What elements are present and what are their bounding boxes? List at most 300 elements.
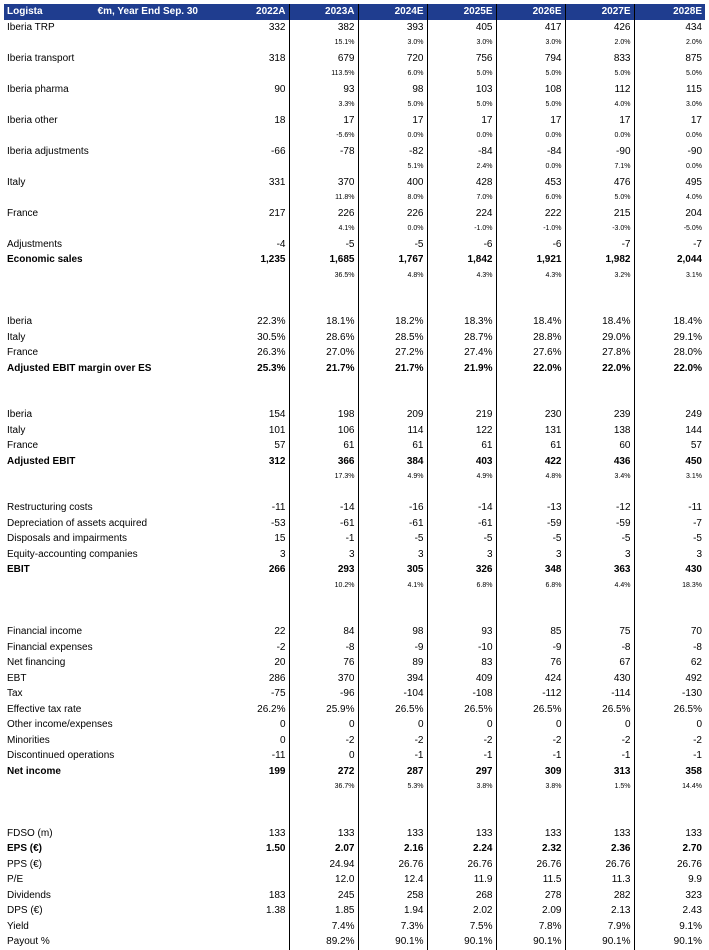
- row-label-empty: [4, 594, 219, 610]
- row-label: Iberia transport: [4, 51, 219, 67]
- row-label-empty: [4, 191, 219, 207]
- value-cell: -6: [427, 237, 496, 253]
- growth-cell: 7.0%: [427, 191, 496, 207]
- value-cell: 85: [496, 625, 565, 641]
- growth-row: [4, 191, 705, 207]
- table-row: [4, 346, 705, 362]
- value-cell: 133: [219, 826, 289, 842]
- value-cell: 76: [496, 656, 565, 672]
- value-cell: -53: [219, 516, 289, 532]
- value-cell: 833: [565, 51, 634, 67]
- value-cell: 18.3%: [427, 315, 496, 331]
- table-row: [4, 919, 705, 935]
- value-cell: 1,842: [427, 253, 496, 269]
- row-label: PPS (€): [4, 857, 219, 873]
- value-cell: -84: [427, 144, 496, 160]
- value-cell: 18.4%: [496, 315, 565, 331]
- value-cell: 183: [219, 888, 289, 904]
- table-row: [4, 175, 705, 191]
- empty-cell: [358, 377, 427, 393]
- growth-cell: 5.0%: [634, 67, 705, 83]
- table-row: [4, 439, 705, 455]
- value-cell: 12.4: [358, 873, 427, 889]
- value-cell: -130: [634, 687, 705, 703]
- value-cell: -8: [565, 640, 634, 656]
- value-cell: 249: [634, 408, 705, 424]
- table-row: [4, 656, 705, 672]
- value-cell: 67: [565, 656, 634, 672]
- value-cell: 326: [427, 563, 496, 579]
- empty-cell: [496, 299, 565, 315]
- row-label: Iberia pharma: [4, 82, 219, 98]
- value-cell: 2.13: [565, 904, 634, 920]
- table-row: [4, 640, 705, 656]
- value-cell: 434: [634, 20, 705, 36]
- value-cell: 400: [358, 175, 427, 191]
- growth-cell: 0.0%: [496, 129, 565, 145]
- growth-cell: 18.3%: [634, 578, 705, 594]
- row-label: France: [4, 206, 219, 222]
- value-cell: 492: [634, 671, 705, 687]
- empty-cell: [565, 609, 634, 625]
- table-row: [4, 113, 705, 129]
- row-label: Italy: [4, 175, 219, 191]
- row-label-empty: [4, 795, 219, 811]
- value-cell: 286: [219, 671, 289, 687]
- value-cell: 70: [634, 625, 705, 641]
- growth-cell: 3.0%: [634, 98, 705, 114]
- table-row: [4, 826, 705, 842]
- row-label: Economic sales: [4, 253, 219, 269]
- value-cell: 1.50: [219, 842, 289, 858]
- growth-cell: [219, 470, 289, 486]
- growth-cell: [219, 98, 289, 114]
- value-cell: -90: [634, 144, 705, 160]
- value-cell: 3: [219, 547, 289, 563]
- row-label: Payout %: [4, 935, 219, 950]
- empty-cell: [634, 795, 705, 811]
- value-cell: -16: [358, 501, 427, 517]
- empty-cell: [219, 811, 289, 827]
- value-cell: 18.1%: [289, 315, 358, 331]
- value-cell: 2.09: [496, 904, 565, 920]
- value-cell: 133: [634, 826, 705, 842]
- value-cell: 11.9: [427, 873, 496, 889]
- growth-cell: 1.5%: [565, 780, 634, 796]
- value-cell: 9.1%: [634, 919, 705, 935]
- value-cell: -84: [496, 144, 565, 160]
- empty-cell: [219, 377, 289, 393]
- spacer-row: [4, 609, 705, 625]
- growth-cell: 6.0%: [358, 67, 427, 83]
- growth-cell: 5.0%: [565, 191, 634, 207]
- value-cell: -10: [427, 640, 496, 656]
- value-cell: 90.1%: [358, 935, 427, 950]
- value-cell: 131: [496, 423, 565, 439]
- value-cell: -11: [219, 501, 289, 517]
- value-cell: 62: [634, 656, 705, 672]
- growth-cell: [219, 191, 289, 207]
- value-cell: 27.2%: [358, 346, 427, 362]
- growth-cell: -1.0%: [496, 222, 565, 238]
- growth-cell: 5.0%: [358, 98, 427, 114]
- value-cell: 18: [219, 113, 289, 129]
- value-cell: -112: [496, 687, 565, 703]
- value-cell: -2: [427, 733, 496, 749]
- value-cell: 26.76: [496, 857, 565, 873]
- growth-cell: 4.9%: [427, 470, 496, 486]
- value-cell: 268: [427, 888, 496, 904]
- row-label: Italy: [4, 330, 219, 346]
- value-cell: -9: [358, 640, 427, 656]
- value-cell: 75: [565, 625, 634, 641]
- empty-cell: [634, 377, 705, 393]
- empty-cell: [289, 284, 358, 300]
- growth-cell: [219, 129, 289, 145]
- value-cell: 22.0%: [496, 361, 565, 377]
- value-cell: 89.2%: [289, 935, 358, 950]
- value-cell: 2.02: [427, 904, 496, 920]
- value-cell: 358: [634, 764, 705, 780]
- value-cell: -2: [634, 733, 705, 749]
- value-cell: 875: [634, 51, 705, 67]
- empty-cell: [634, 485, 705, 501]
- growth-cell: 2.0%: [634, 36, 705, 52]
- value-cell: 27.0%: [289, 346, 358, 362]
- empty-cell: [427, 795, 496, 811]
- value-cell: 114: [358, 423, 427, 439]
- value-cell: -5: [427, 532, 496, 548]
- empty-cell: [427, 594, 496, 610]
- growth-cell: 0.0%: [496, 160, 565, 176]
- value-cell: -6: [496, 237, 565, 253]
- empty-cell: [427, 485, 496, 501]
- empty-cell: [427, 392, 496, 408]
- growth-row: [4, 268, 705, 284]
- value-cell: -12: [565, 501, 634, 517]
- value-cell: 106: [289, 423, 358, 439]
- value-cell: 76: [289, 656, 358, 672]
- row-label-empty: [4, 284, 219, 300]
- value-cell: 348: [496, 563, 565, 579]
- growth-cell: 6.0%: [496, 191, 565, 207]
- value-cell: 3: [565, 547, 634, 563]
- empty-cell: [289, 485, 358, 501]
- spacer-row: [4, 392, 705, 408]
- value-cell: 0: [427, 718, 496, 734]
- value-cell: 93: [427, 625, 496, 641]
- growth-cell: 3.0%: [358, 36, 427, 52]
- growth-cell: 3.8%: [496, 780, 565, 796]
- growth-row: [4, 160, 705, 176]
- empty-cell: [565, 284, 634, 300]
- year-header: 2027E: [565, 4, 634, 20]
- empty-cell: [427, 609, 496, 625]
- value-cell: -2: [358, 733, 427, 749]
- growth-cell: 4.3%: [427, 268, 496, 284]
- value-cell: 25.3%: [219, 361, 289, 377]
- value-cell: -2: [565, 733, 634, 749]
- table-row: [4, 702, 705, 718]
- row-label-empty: [4, 470, 219, 486]
- value-cell: 756: [427, 51, 496, 67]
- empty-cell: [219, 609, 289, 625]
- value-cell: 18.2%: [358, 315, 427, 331]
- value-cell: 428: [427, 175, 496, 191]
- value-cell: 61: [427, 439, 496, 455]
- value-cell: 28.6%: [289, 330, 358, 346]
- value-cell: 18.4%: [565, 315, 634, 331]
- row-label-empty: [4, 299, 219, 315]
- value-cell: 103: [427, 82, 496, 98]
- growth-row: [4, 780, 705, 796]
- growth-cell: 5.0%: [427, 67, 496, 83]
- table-title: Logista: [7, 6, 43, 17]
- table-row: [4, 516, 705, 532]
- value-cell: -7: [634, 516, 705, 532]
- growth-row: [4, 98, 705, 114]
- value-cell: 9.9: [634, 873, 705, 889]
- value-cell: 22.0%: [634, 361, 705, 377]
- growth-cell: -5.0%: [634, 222, 705, 238]
- growth-cell: 4.0%: [565, 98, 634, 114]
- value-cell: 133: [427, 826, 496, 842]
- value-cell: 436: [565, 454, 634, 470]
- empty-cell: [219, 594, 289, 610]
- value-cell: 29.0%: [565, 330, 634, 346]
- table-row: [4, 20, 705, 36]
- empty-cell: [219, 392, 289, 408]
- value-cell: 422: [496, 454, 565, 470]
- value-cell: 61: [358, 439, 427, 455]
- growth-cell: 6.8%: [496, 578, 565, 594]
- value-cell: [219, 873, 289, 889]
- value-cell: 405: [427, 20, 496, 36]
- value-cell: -108: [427, 687, 496, 703]
- row-label: Adjustments: [4, 237, 219, 253]
- value-cell: -11: [219, 749, 289, 765]
- growth-cell: 3.8%: [427, 780, 496, 796]
- value-cell: 297: [427, 764, 496, 780]
- value-cell: -5: [634, 532, 705, 548]
- value-cell: 90.1%: [427, 935, 496, 950]
- year-header: 2026E: [496, 4, 565, 20]
- row-label: Adjusted EBIT: [4, 454, 219, 470]
- value-cell: 245: [289, 888, 358, 904]
- empty-cell: [358, 811, 427, 827]
- growth-cell: 0.0%: [565, 129, 634, 145]
- value-cell: 393: [358, 20, 427, 36]
- value-cell: 2.24: [427, 842, 496, 858]
- value-cell: 26.2%: [219, 702, 289, 718]
- value-cell: 26.76: [565, 857, 634, 873]
- value-cell: 98: [358, 625, 427, 641]
- value-cell: 219: [427, 408, 496, 424]
- value-cell: -5: [358, 237, 427, 253]
- empty-cell: [358, 284, 427, 300]
- growth-cell: -3.0%: [565, 222, 634, 238]
- empty-cell: [427, 377, 496, 393]
- value-cell: 209: [358, 408, 427, 424]
- empty-cell: [219, 795, 289, 811]
- value-cell: 370: [289, 671, 358, 687]
- value-cell: 3: [634, 547, 705, 563]
- value-cell: 2.16: [358, 842, 427, 858]
- value-cell: 239: [565, 408, 634, 424]
- value-cell: 2,044: [634, 253, 705, 269]
- empty-cell: [565, 594, 634, 610]
- row-label-empty: [4, 98, 219, 114]
- value-cell: 98: [358, 82, 427, 98]
- value-cell: 426: [565, 20, 634, 36]
- growth-cell: 15.1%: [289, 36, 358, 52]
- value-cell: 1,921: [496, 253, 565, 269]
- row-label: Net financing: [4, 656, 219, 672]
- growth-cell: 2.0%: [565, 36, 634, 52]
- value-cell: 258: [358, 888, 427, 904]
- value-cell: 133: [289, 826, 358, 842]
- value-cell: 0: [496, 718, 565, 734]
- value-cell: 29.1%: [634, 330, 705, 346]
- value-cell: 1.94: [358, 904, 427, 920]
- row-label: Minorities: [4, 733, 219, 749]
- value-cell: 2.70: [634, 842, 705, 858]
- value-cell: 3: [358, 547, 427, 563]
- value-cell: 323: [634, 888, 705, 904]
- empty-cell: [496, 594, 565, 610]
- value-cell: 90.1%: [565, 935, 634, 950]
- growth-cell: 6.8%: [427, 578, 496, 594]
- row-label: Iberia: [4, 408, 219, 424]
- value-cell: 222: [496, 206, 565, 222]
- value-cell: 21.7%: [289, 361, 358, 377]
- value-cell: -2: [219, 640, 289, 656]
- growth-cell: 4.9%: [358, 470, 427, 486]
- value-cell: 370: [289, 175, 358, 191]
- growth-cell: 0.0%: [358, 129, 427, 145]
- value-cell: [219, 919, 289, 935]
- value-cell: 115: [634, 82, 705, 98]
- empty-cell: [565, 795, 634, 811]
- value-cell: -1: [565, 749, 634, 765]
- value-cell: 15: [219, 532, 289, 548]
- row-label-empty: [4, 36, 219, 52]
- value-cell: -78: [289, 144, 358, 160]
- table-row: [4, 873, 705, 889]
- row-label: France: [4, 346, 219, 362]
- value-cell: [219, 935, 289, 950]
- growth-cell: 0.0%: [634, 129, 705, 145]
- value-cell: 3: [289, 547, 358, 563]
- table-row: [4, 144, 705, 160]
- value-cell: 90: [219, 82, 289, 98]
- value-cell: 278: [496, 888, 565, 904]
- table-row: [4, 764, 705, 780]
- row-label: Yield: [4, 919, 219, 935]
- value-cell: 331: [219, 175, 289, 191]
- financial-table: [4, 4, 705, 950]
- value-cell: 287: [358, 764, 427, 780]
- value-cell: 384: [358, 454, 427, 470]
- value-cell: 27.4%: [427, 346, 496, 362]
- value-cell: 108: [496, 82, 565, 98]
- value-cell: 0: [634, 718, 705, 734]
- table-row: [4, 935, 705, 950]
- value-cell: -2: [289, 733, 358, 749]
- row-label: FDSO (m): [4, 826, 219, 842]
- value-cell: -59: [565, 516, 634, 532]
- value-cell: 26.5%: [496, 702, 565, 718]
- row-label: Disposals and impairments: [4, 532, 219, 548]
- row-label: Dividends: [4, 888, 219, 904]
- value-cell: 476: [565, 175, 634, 191]
- value-cell: 26.76: [358, 857, 427, 873]
- value-cell: -1: [496, 749, 565, 765]
- row-label-empty: [4, 222, 219, 238]
- value-cell: -4: [219, 237, 289, 253]
- value-cell: -5: [496, 532, 565, 548]
- growth-cell: [289, 160, 358, 176]
- value-cell: 93: [289, 82, 358, 98]
- value-cell: 57: [634, 439, 705, 455]
- value-cell: 57: [219, 439, 289, 455]
- value-cell: 26.5%: [358, 702, 427, 718]
- spacer-row: [4, 284, 705, 300]
- row-label: Iberia other: [4, 113, 219, 129]
- empty-cell: [427, 299, 496, 315]
- value-cell: 272: [289, 764, 358, 780]
- row-label-empty: [4, 377, 219, 393]
- empty-cell: [219, 299, 289, 315]
- value-cell: 61: [496, 439, 565, 455]
- value-cell: 7.4%: [289, 919, 358, 935]
- value-cell: 394: [358, 671, 427, 687]
- row-label: Depreciation of assets acquired: [4, 516, 219, 532]
- table-row: [4, 671, 705, 687]
- value-cell: 20: [219, 656, 289, 672]
- value-cell: 26.5%: [427, 702, 496, 718]
- row-label: Financial expenses: [4, 640, 219, 656]
- growth-cell: 3.1%: [634, 268, 705, 284]
- empty-cell: [358, 609, 427, 625]
- row-label: Net income: [4, 764, 219, 780]
- empty-cell: [565, 377, 634, 393]
- table-row: [4, 547, 705, 563]
- row-label: Adjusted EBIT margin over ES: [4, 361, 219, 377]
- value-cell: 198: [289, 408, 358, 424]
- value-cell: 12.0: [289, 873, 358, 889]
- value-cell: 0: [565, 718, 634, 734]
- row-label: Iberia adjustments: [4, 144, 219, 160]
- growth-row: [4, 129, 705, 145]
- empty-cell: [496, 284, 565, 300]
- growth-row: [4, 578, 705, 594]
- value-cell: 30.5%: [219, 330, 289, 346]
- growth-cell: 5.0%: [427, 98, 496, 114]
- value-cell: 90.1%: [496, 935, 565, 950]
- value-cell: 83: [427, 656, 496, 672]
- row-label: P/E: [4, 873, 219, 889]
- row-label-empty: [4, 485, 219, 501]
- value-cell: 305: [358, 563, 427, 579]
- value-cell: 133: [496, 826, 565, 842]
- row-label-empty: [4, 578, 219, 594]
- empty-cell: [565, 485, 634, 501]
- table-title-cell: [4, 4, 219, 20]
- value-cell: 101: [219, 423, 289, 439]
- value-cell: 27.8%: [565, 346, 634, 362]
- value-cell: -5: [289, 237, 358, 253]
